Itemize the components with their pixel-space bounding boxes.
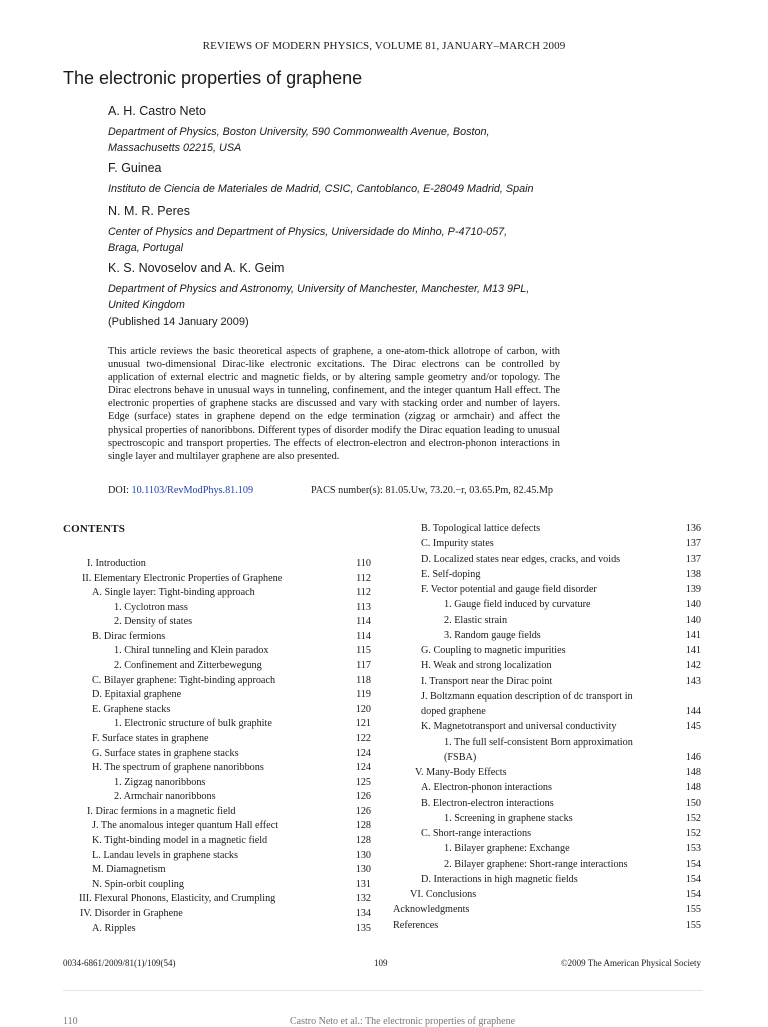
toc-entry-page: 155 — [685, 904, 701, 916]
toc-entry[interactable] — [92, 703, 170, 718]
toc-entry[interactable] — [92, 849, 238, 864]
toc-entry-label: 1. Electronic structure of bulk graphite — [114, 718, 272, 730]
toc-entry-label: 2. Confinement and Zitterbewegung — [114, 660, 262, 672]
toc-entry-label: B. Electron-electron interactions — [421, 797, 554, 809]
footer-page-number: 109 — [374, 958, 388, 968]
toc-entry[interactable] — [421, 705, 486, 720]
toc-entry-page: 124 — [355, 762, 371, 774]
author-name: F. Guinea — [108, 161, 162, 175]
toc-entry-page: 139 — [685, 584, 701, 595]
toc-entry-page: 150 — [685, 797, 701, 809]
affiliation-line: Department of Physics, Boston University, 590 Commonwealth Avenue, Boston, — [108, 126, 490, 138]
toc-entry[interactable] — [444, 736, 633, 751]
toc-entry-page: 135 — [355, 922, 371, 934]
toc-entry-label: References — [393, 919, 439, 931]
toc-entry-page: 136 — [685, 523, 701, 534]
toc-entry-label: F. Surface states in graphene — [92, 732, 209, 744]
toc-entry[interactable] — [92, 688, 181, 703]
toc-entry-label: C. Short-range interactions — [421, 828, 532, 839]
article-title: The electronic properties of graphene — [63, 68, 363, 88]
toc-entry[interactable] — [87, 805, 236, 820]
toc-entry-label: V. Many-Body Effects — [415, 767, 507, 778]
toc-entry-page: 143 — [685, 675, 701, 687]
toc-entry-label: J. Boltzmann equation description of dc transport in — [421, 690, 633, 702]
toc-entry-label: IV. Disorder in Graphene — [80, 907, 183, 919]
affiliation-line: United Kingdom — [108, 299, 185, 311]
toc-entry-label: E. Graphene stacks — [92, 703, 171, 715]
toc-entry-label: D. Localized states near edges, cracks, and voids — [421, 553, 621, 565]
toc-entry-label: M. Diamagnetism — [92, 864, 166, 876]
toc-entry-label: II. Elementary Electronic Properties of Graphene — [82, 572, 283, 584]
toc-entry-label: (FSBA) — [444, 751, 477, 763]
toc-entry-label: I. Transport near the Dirac point — [421, 675, 553, 687]
toc-entry-label: A. Ripples — [92, 922, 136, 934]
toc-entry[interactable] — [421, 522, 540, 537]
toc-entry[interactable] — [421, 675, 552, 690]
affiliation-line: Massachusetts 02215, USA — [108, 142, 242, 154]
toc-entry-page: 155 — [685, 919, 701, 931]
toc-entry[interactable] — [114, 601, 188, 616]
affiliation-line: Center of Physics and Department of Physics, Universidade do Minho, P-4710-057, — [108, 226, 508, 238]
toc-entry[interactable] — [410, 888, 476, 903]
footer-issn: 0034-6861/2009/81(1)/109(54) — [63, 958, 176, 968]
author-name: A. H. Castro Neto — [108, 104, 206, 118]
next-page-number: 110 — [63, 1016, 78, 1027]
toc-entry[interactable] — [421, 690, 633, 705]
toc-entry[interactable] — [114, 644, 268, 659]
doi-link[interactable]: 10.1103/RevModPhys.81.109 — [131, 485, 254, 496]
toc-entry-page: 137 — [685, 538, 701, 550]
doi-label: DOI: — [108, 485, 129, 496]
affiliation-line: Department of Physics and Astronomy, University of Manchester, Manchester, M13 9PL, — [108, 283, 530, 295]
toc-entry-page: 125 — [355, 776, 371, 788]
toc-entry[interactable] — [421, 583, 597, 598]
toc-entry-label: 1. Zigzag nanoribbons — [114, 776, 206, 788]
toc-entry-page: 146 — [685, 751, 701, 763]
toc-entry-label: J. The anomalous integer quantum Hall effect — [92, 820, 279, 832]
toc-entry-page: 141 — [685, 645, 701, 656]
toc-entry-page: 115 — [356, 645, 371, 657]
toc-entry[interactable] — [114, 659, 262, 674]
publication-date: (Published 14 January 2009) — [108, 316, 249, 328]
toc-entry-label: I. Introduction — [87, 558, 146, 569]
toc-entry[interactable] — [444, 598, 591, 613]
affiliation-line: Braga, Portugal — [108, 242, 184, 254]
toc-entry-label: A. Single layer: Tight-binding approach — [92, 587, 255, 599]
toc-entry-page: 152 — [685, 812, 701, 824]
next-page-running-head: Castro Neto et al.: The electronic properties of graphene — [290, 1016, 516, 1027]
toc-entry[interactable] — [92, 630, 165, 645]
toc-entry-page: 140 — [685, 599, 701, 611]
toc-entry-page: 145 — [685, 721, 701, 733]
toc-entry-label: 1. Chiral tunneling and Klein paradox — [114, 645, 269, 657]
author-affiliation — [108, 124, 578, 156]
toc-entry[interactable] — [444, 614, 507, 629]
toc-entry-page: 154 — [685, 858, 701, 870]
toc-entry-page: 148 — [685, 767, 701, 778]
footer-copyright: ©2009 The American Physical Society — [560, 958, 701, 968]
toc-entry-label: F. Vector potential and gauge field disorder — [421, 584, 597, 595]
toc-entry[interactable] — [444, 629, 541, 644]
toc-entry[interactable] — [393, 903, 469, 918]
toc-entry-page: 148 — [685, 782, 701, 794]
toc-entry-label: 1. Cyclotron mass — [114, 601, 188, 613]
toc-entry[interactable] — [114, 615, 192, 630]
toc-entry[interactable] — [87, 557, 146, 572]
toc-entry-label: doped graphene — [421, 706, 486, 717]
toc-entry-label: K. Tight-binding model in a magnetic field — [92, 835, 268, 847]
toc-entry[interactable] — [92, 863, 166, 878]
toc-entry-page: 152 — [685, 828, 701, 839]
toc-entry-label: H. Weak and strong localization — [421, 660, 552, 672]
toc-entry[interactable] — [444, 842, 570, 857]
toc-entry[interactable] — [92, 747, 239, 762]
toc-entry-page: 112 — [356, 587, 371, 599]
toc-entry-page: 130 — [355, 849, 371, 861]
pacs-numbers: PACS number(s): 81.05.Uw, 73.20.−r, 03.65.Pm, 82.45.Mp — [311, 485, 554, 496]
toc-entry-page: 121 — [355, 718, 371, 730]
toc-entry-label: B. Dirac fermions — [92, 630, 166, 642]
toc-entry-page: 138 — [685, 568, 701, 580]
toc-entry-page: 142 — [685, 660, 701, 672]
toc-entry-label: 1. Screening in graphene stacks — [444, 812, 573, 824]
toc-entry[interactable] — [114, 790, 216, 805]
toc-entry-label: K. Magnetotransport and universal conductivity — [421, 721, 617, 733]
toc-entry-label: G. Coupling to magnetic impurities — [421, 645, 566, 656]
toc-entry-page: 110 — [356, 558, 371, 569]
toc-entry-page: 154 — [685, 889, 701, 900]
toc-entry[interactable] — [444, 812, 573, 827]
toc-entry-page: 113 — [356, 601, 371, 613]
toc-entry-label: I. Dirac fermions in a magnetic field — [87, 805, 236, 817]
toc-entry-page: 112 — [356, 572, 371, 584]
toc-entry-label: 2. Elastic strain — [444, 614, 508, 626]
toc-entry-page: 119 — [356, 689, 371, 701]
author-name: K. S. Novoselov and A. K. Geim — [108, 261, 285, 275]
toc-entry[interactable] — [444, 751, 476, 766]
author-name: N. M. R. Peres — [108, 204, 190, 218]
toc-entry[interactable] — [421, 873, 578, 888]
author-affiliation — [108, 281, 578, 313]
toc-entry[interactable] — [421, 659, 552, 674]
toc-entry[interactable] — [92, 878, 184, 893]
toc-entry-label: N. Spin-orbit coupling — [92, 878, 184, 890]
toc-entry-label: 3. Random gauge fields — [444, 629, 541, 641]
toc-entry[interactable] — [421, 720, 617, 735]
toc-entry[interactable] — [79, 892, 275, 907]
toc-entry-page: 117 — [356, 660, 371, 672]
toc-entry-label: 1. Bilayer graphene: Exchange — [444, 843, 570, 855]
toc-entry-page: 132 — [355, 893, 371, 905]
toc-entry-label: D. Interactions in high magnetic fields — [421, 873, 578, 885]
toc-entry-page: 137 — [685, 553, 701, 565]
toc-entry[interactable] — [92, 922, 136, 937]
toc-entry-page: 134 — [355, 907, 371, 919]
toc-entry-label: D. Epitaxial graphene — [92, 689, 182, 701]
toc-entry[interactable] — [92, 819, 278, 834]
toc-entry-page: 153 — [685, 843, 701, 855]
toc-entry-page: 140 — [685, 614, 701, 626]
journal-header: REVIEWS OF MODERN PHYSICS, VOLUME 81, JANUARY–MARCH 2009 — [202, 40, 566, 52]
toc-entry-label: 2. Density of states — [114, 616, 193, 628]
toc-entry[interactable] — [415, 766, 507, 781]
toc-entry[interactable] — [114, 717, 272, 732]
toc-entry-page: 128 — [355, 835, 371, 847]
toc-entry-page: 144 — [685, 706, 701, 717]
toc-entry-label: G. Surface states in graphene stacks — [92, 747, 239, 759]
toc-entry-label: H. The spectrum of graphene nanoribbons — [92, 762, 264, 774]
author-affiliation — [108, 224, 578, 256]
contents-heading: CONTENTS — [63, 523, 126, 535]
toc-entry[interactable] — [92, 761, 264, 776]
toc-entry-label: B. Topological lattice defects — [421, 523, 541, 534]
affiliation-line: Instituto de Ciencia de Materiales de Madrid, CSIC, Cantoblanco, E-28049 Madrid, Spain — [108, 183, 534, 195]
toc-entry[interactable] — [421, 797, 554, 812]
toc-entry-page: 122 — [355, 732, 371, 744]
toc-entry[interactable] — [421, 827, 531, 842]
author-affiliation — [108, 181, 578, 197]
toc-entry-label: E. Self-doping — [421, 568, 481, 580]
toc-entry[interactable] — [421, 553, 620, 568]
toc-entry-label: C. Bilayer graphene: Tight-binding approach — [92, 674, 276, 686]
toc-entry-label: III. Flexural Phonons, Elasticity, and Crumpling — [79, 893, 276, 905]
toc-entry-page: 130 — [355, 864, 371, 876]
toc-entry[interactable] — [82, 572, 282, 587]
toc-entry-label: A. Electron-phonon interactions — [421, 782, 552, 794]
toc-entry-page: 114 — [356, 630, 371, 642]
page-divider — [63, 990, 703, 991]
abstract: This article reviews the basic theoretical aspects of graphene, a one-atom-thick allotrope of carbon, with unusual two-dimensional Dirac-like electronic excitations. The Dirac electrons can be controlled by application of external electric and magnetic fields, or by altering sample geometry and/or topology. The Dirac electrons behave in unusual ways in tunneling, confinement, and the integer quantum Hall effect. The electronic properties of graphene stacks are discussed and vary with stacking order and number of layers. Edge (surface) states in graphene depend on the edge termination (zigzag or armchair) and affect the physical properties of nanoribbons. Different types of disorder modify the Dirac equation leading to unusual spectroscopic and transport properties. The effects of electron-electron and electron-phonon interactions in single layer and multilayer graphene are also presented. — [108, 346, 560, 462]
toc-entry-page: 126 — [355, 805, 371, 817]
toc-entry-label: 1. The full self-consistent Born approximation — [444, 736, 633, 748]
toc-entry-label: L. Landau levels in graphene stacks — [92, 849, 238, 861]
toc-entry-label: C. Impurity states — [421, 538, 494, 550]
toc-entry-label: 2. Armchair nanoribbons — [114, 791, 216, 803]
toc-entry[interactable] — [80, 907, 183, 922]
toc-entry[interactable] — [421, 781, 552, 796]
toc-entry-page: 128 — [355, 820, 371, 832]
toc-entry-label: VI. Conclusions — [410, 889, 477, 900]
toc-entry[interactable] — [444, 858, 628, 873]
toc-entry-label: 1. Gauge field induced by curvature — [444, 599, 591, 611]
toc-entry[interactable] — [92, 834, 267, 849]
toc-entry[interactable] — [421, 644, 566, 659]
toc-entry-page: 124 — [355, 747, 371, 759]
doi-line — [108, 485, 253, 496]
toc-entry-page: 118 — [356, 674, 371, 686]
toc-entry[interactable] — [92, 674, 275, 689]
toc-entry-page: 126 — [355, 791, 371, 803]
toc-entry[interactable] — [92, 732, 209, 747]
toc-entry-page: 141 — [685, 629, 701, 641]
toc-entry-label: Acknowledgments — [393, 904, 470, 916]
toc-entry-page: 154 — [685, 873, 701, 885]
toc-entry-page: 120 — [355, 703, 371, 715]
toc-entry[interactable] — [393, 919, 438, 934]
toc-entry-label: 2. Bilayer graphene: Short-range interactions — [444, 858, 628, 870]
toc-entry-page: 131 — [355, 878, 371, 890]
toc-entry[interactable] — [421, 537, 494, 552]
toc-entry[interactable] — [92, 586, 255, 601]
toc-entry-page: 114 — [356, 616, 371, 628]
toc-entry[interactable] — [114, 776, 205, 791]
toc-entry[interactable] — [421, 568, 480, 583]
